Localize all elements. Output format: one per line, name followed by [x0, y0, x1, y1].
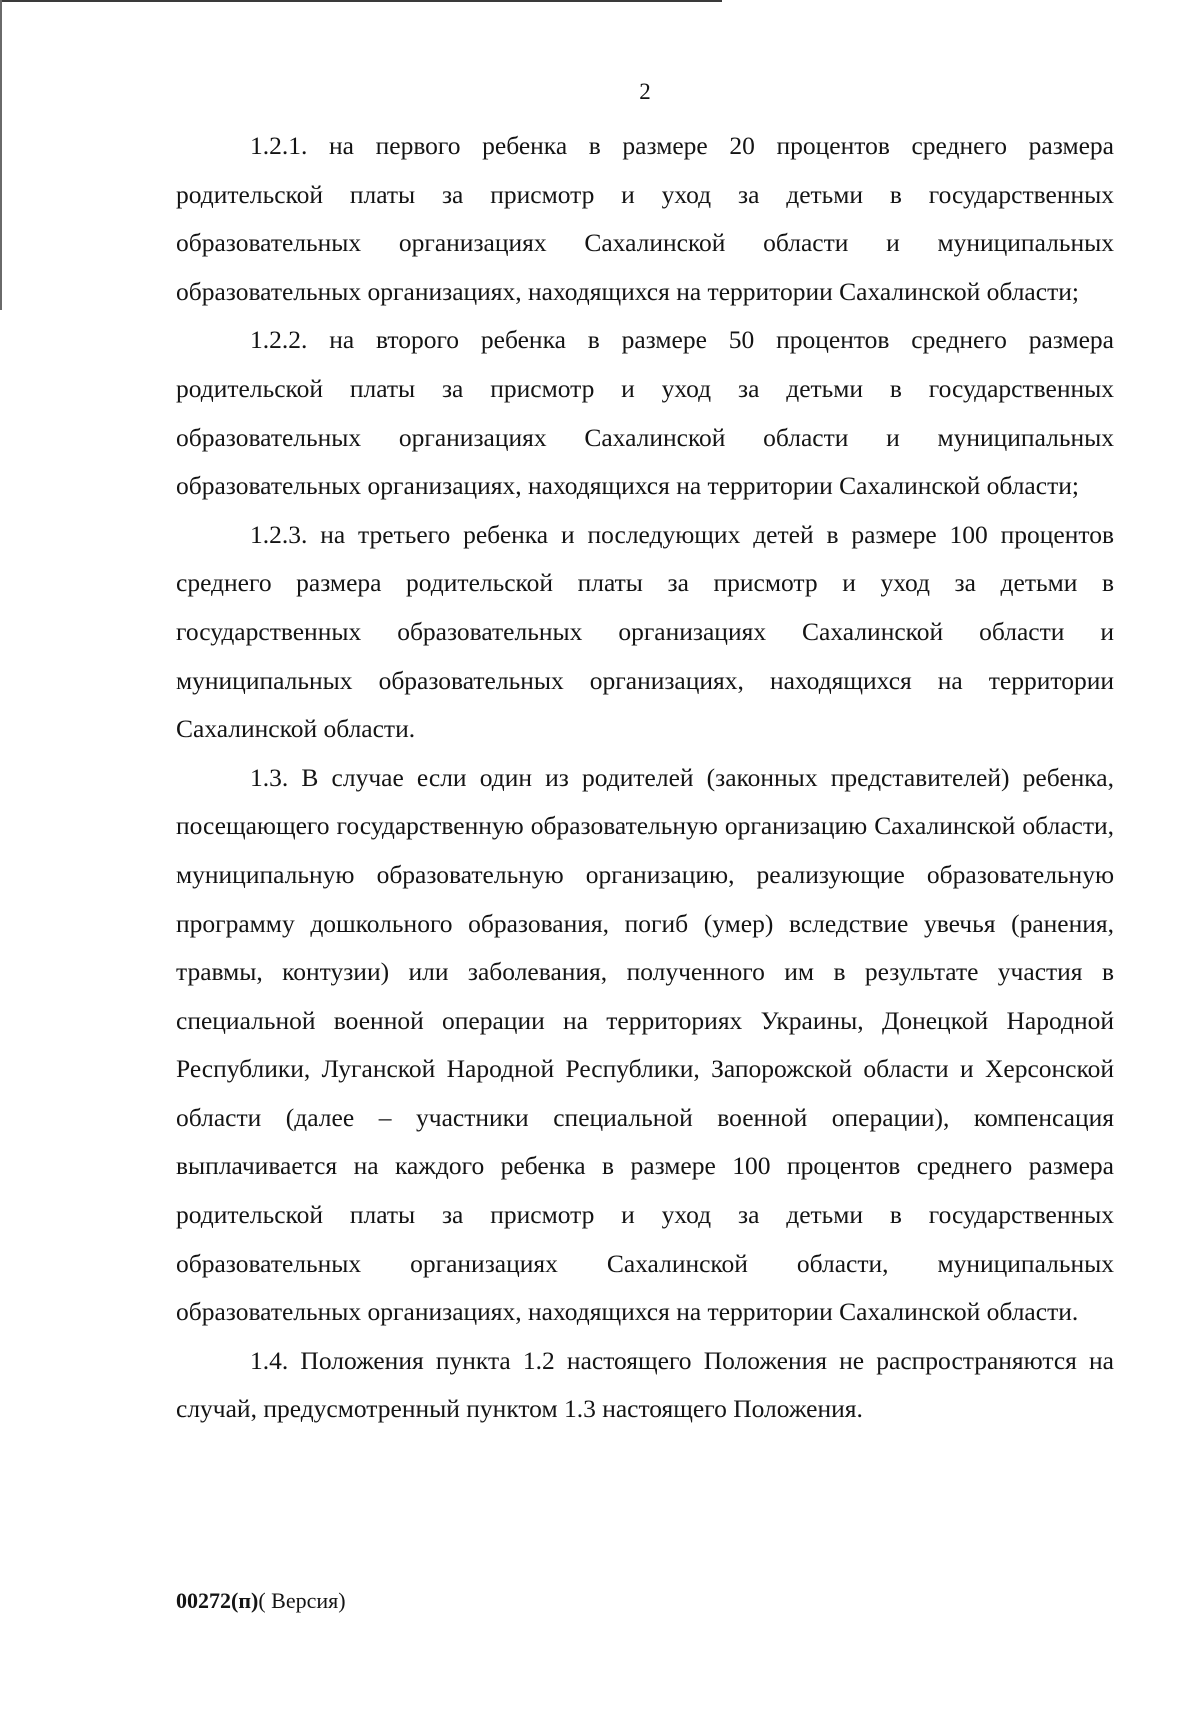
- document-body: [176, 122, 1114, 1434]
- left-scan-edge: [0, 0, 2, 310]
- paragraph-1-3: 1.3. В случае если один из родителей (законных представителей) ребенка, посещающего государственную образовательную организацию Сахалинской области, муниципальную образовательную организацию, реализующие образовательную программу дошкольного образования, погиб (умер) вследствие увечья (ранения, травмы, контузии) или заболевания, полученного им в результате участия в специальной военной операции на территориях Украины, Донецкой Народной Республики, Луганской Народной Республики, Запорожской области и Херсонской области (далее – участники специальной военной операции), компенсация выплачивается на каждого ребенка в размере 100 процентов среднего размера родительской платы за присмотр и уход за детьми в государственных образовательных организациях Сахалинской области, муниципальных образовательных организациях, находящихся на территории Сахалинской области.: [176, 762, 1114, 1327]
- paragraph-1-4: 1.4. Положения пункта 1.2 настоящего Положения не распространяются на случай, предусмотренный пунктом 1.3 настоящего Положения.: [176, 1345, 1114, 1424]
- document-footer: [176, 1586, 346, 1616]
- document-code: 00272(п): [176, 1588, 259, 1613]
- paragraph-1-2-2: 1.2.2. на второго ребенка в размере 50 процентов среднего размера родительской платы за присмотр и уход за детьми в государственных образовательных организациях Сахалинской области и муниципальных образовательных организациях, находящихся на территории Сахалинской области;: [176, 325, 1114, 501]
- paragraph-1-2-1: 1.2.1. на первого ребенка в размере 20 процентов среднего размера родительской платы за присмотр и уход за детьми в государственных образовательных организациях Сахалинской области и муниципальных образовательных организациях, находящихся на территории Сахалинской области;: [176, 131, 1114, 306]
- top-scan-rule: [0, 0, 722, 2]
- paragraph-1-2-3: 1.2.3. на третьего ребенка и последующих детей в размере 100 процентов среднего размера родительской платы за присмотр и уход за детьми в государственных образовательных организациях Сахалинской области и муниципальных образовательных организациях, находящихся на территории Сахалинской области.: [176, 519, 1114, 744]
- page-number: 2: [639, 79, 651, 104]
- document-version: ( Версия): [258, 1588, 346, 1613]
